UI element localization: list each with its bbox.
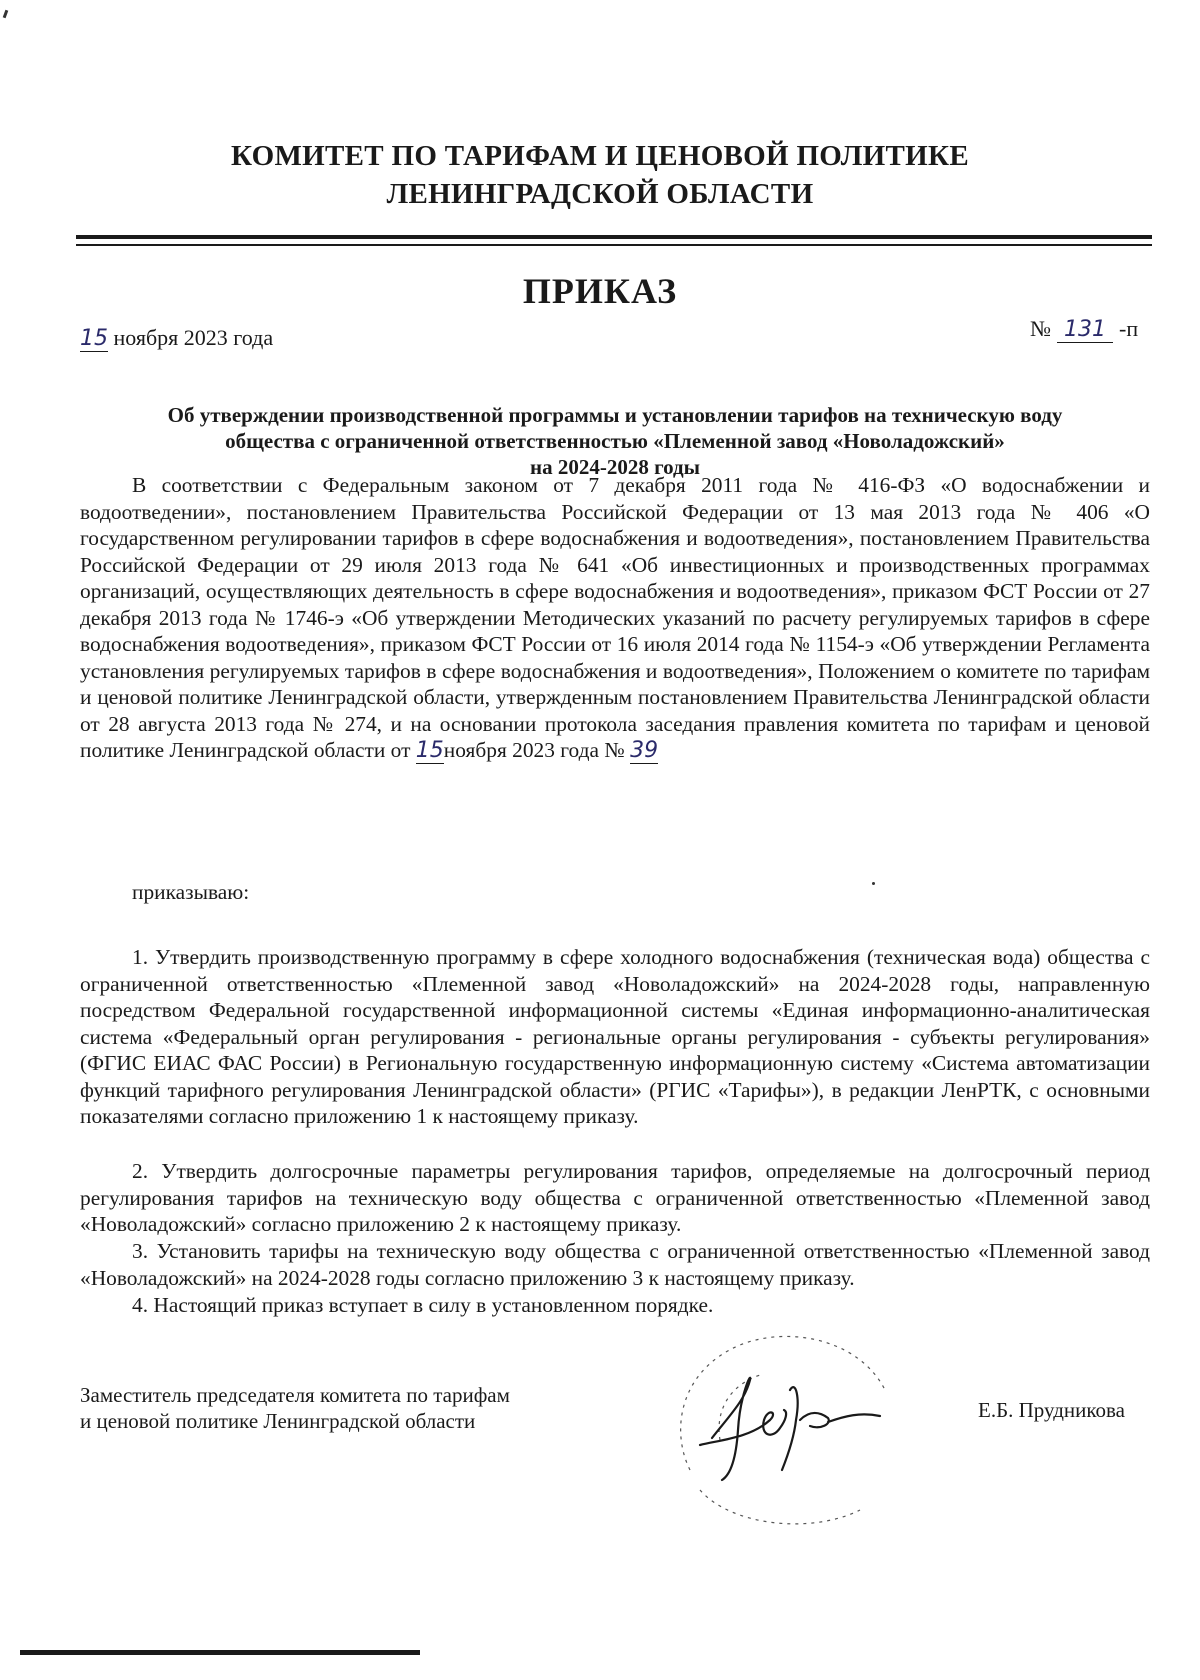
signatory-name: Е.Б. Прудникова [978,1398,1125,1422]
order-date-day: 15 [80,326,108,351]
signatory-position [80,1382,510,1434]
subject-line2: общества с ограниченной ответственностью «Племенной завод «Новоладожский» [225,429,1005,453]
protocol-day: 15 [415,738,444,763]
order-item-3: 3. Установить тарифы на техническую воду общества с ограниченной ответственностью «Племенной завод «Новоладожский» на 2024-2028 годы согласно приложению 3 к настоящему приказу. [80,1239,1150,1290]
order-word: приказываю: [132,880,250,904]
order-subject [80,402,1150,480]
preamble-paragraph [80,472,1150,765]
committee-name-line2: ЛЕНИНГРАДСКОЙ ОБЛАСТИ [386,178,814,210]
subject-line1: Об утверждении производственной программы и установлении тарифов на техническую воду [167,403,1063,427]
handwritten-signature [700,1378,880,1480]
subject-line3: на 2024-2028 годы [529,455,701,479]
protocol-number: 39 [630,738,659,763]
order-number-suffix: -п [1119,316,1139,341]
order-item-4: 4. Настоящий приказ вступает в силу в установленном порядке. [132,1293,714,1317]
order-item-1: 1. Утвердить производственную программу в сфере холодного водоснабжения (техническая вода) общества с ограниченной ответственностью «Племенной завод «Новоладожский» на 2024-2028 годы, направленную посредством Федеральной государственной информационной системы «Единая информационно-аналитическая система «Федеральный орган регулирования - региональные органы регулирования - субъекты регулирования» (ФГИС ЕИАС ФАС России) в Региональную государственную информационную систему «Система автоматизации функций тарифного регулирования Ленинградской области» (РГИС «Тарифы»), в редакции ЛенРТК, с основными показателями согласно приложению 1 к настоящему приказу. [80,945,1150,1128]
scan-bottom-edge [20,1650,420,1655]
header-rule-thin [76,244,1152,246]
signature-stamp-mark [660,1320,920,1540]
signatory-position-line1: Заместитель председателя комитета по тарифам [80,1383,510,1407]
preamble-text: В соответствии с Федеральным законом от 7 декабря 2011 года № 416-ФЗ «О водоснабжении и водоотведении», постановлением Правительства Российской Федерации от 13 мая 2013 года № 406 «О государственном регулировании тарифов в сфере водоснабжения и водоотведения», постановлением Правительства Российской Федерации от 29 июля 2013 года № 641 «Об инвестиционных и производственных программах организаций, осуществляющих деятельность в сфере водоснабжения и водоотведения», приказом ФСТ России от 27 декабря 2013 года № 1746-э «Об утверждении Методических указаний по расчету регулируемых тарифов в сфере водоснабжения водоотведения», приказом ФСТ России от 16 июля 2014 года № 1154-э «Об утверждении Регламента установления регулируемых тарифов в сфере водоснабжения и водоотведения», Положением о комитете по тарифам и ценовой политике Ленинградской области, утвержденным постановлением Правительства Ленинградской области от 28 августа 2013 года № 274, и на основании протокола заседания правления комитета по тарифам и ценовой политике Ленинградской области от [80,473,1150,762]
header-rule-thick [76,235,1152,239]
signatory-position-line2: и ценовой политике Ленинградской области [80,1409,476,1433]
order-date-rest: ноября 2023 года [113,325,274,350]
committee-name-line1: КОМИТЕТ ПО ТАРИФАМ И ЦЕНОВОЙ ПОЛИТИКЕ [231,140,969,172]
scan-speck [872,882,875,885]
stamp-circle [681,1336,885,1523]
order-number [1030,316,1138,343]
order-date [80,325,273,352]
order-number-prefix: № [1030,316,1051,341]
protocol-mid: ноября 2023 года № [443,738,625,762]
order-title: ПРИКАЗ [522,271,678,311]
order-number-value: 131 [1057,317,1113,343]
order-item-2: 2. Утвердить долгосрочные параметры регулирования тарифов, определяемые на долгосрочный период регулирования тарифов на техническую воду общества с ограниченной ответственностью «Племенной завод «Новоладожский» согласно приложению 2 к настоящему приказу. [80,1159,1150,1236]
scan-mark [3,10,9,19]
